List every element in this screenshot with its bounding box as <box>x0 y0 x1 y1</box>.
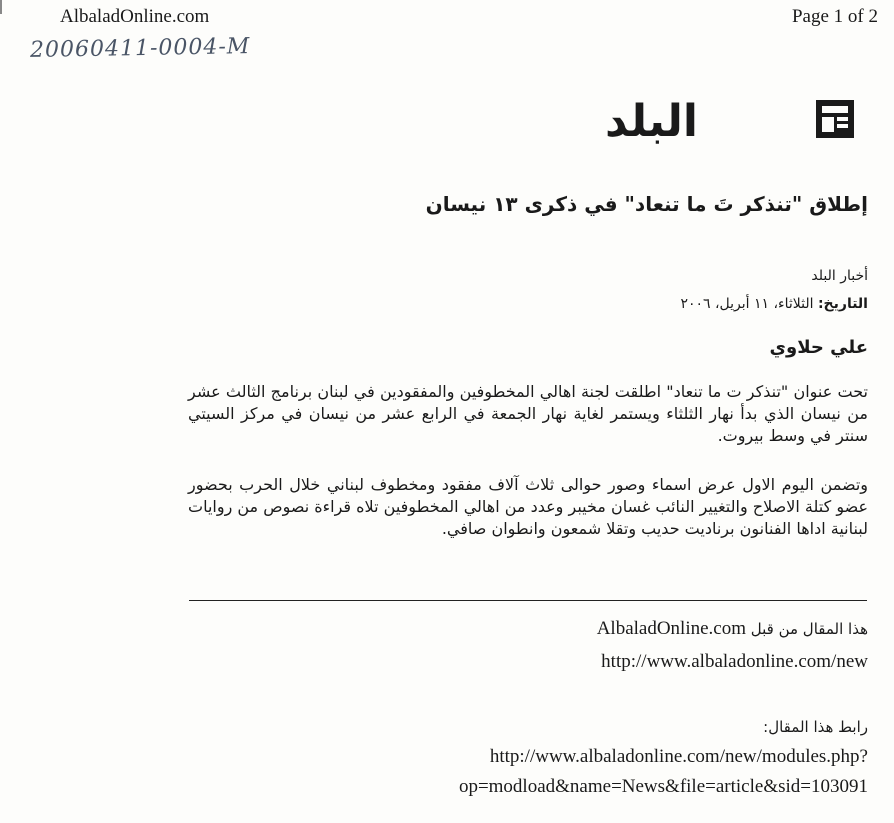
site-url: http://www.albaladonline.com/new <box>601 651 868 672</box>
article-author: علي حلاوي <box>769 337 868 358</box>
divider <box>189 600 867 601</box>
article-headline: إطلاق "تنذكر تَ ما تنعاد" في ذكرى ١٣ نيسان <box>425 192 868 216</box>
site-name: AlbaladOnline.com <box>60 6 210 27</box>
logo-text: البلد <box>605 96 698 147</box>
newspaper-logo <box>605 94 858 147</box>
page-number: Page 1 of 2 <box>791 6 878 27</box>
newspaper-logo-icon <box>816 100 854 138</box>
handwritten-reference: 20060411-0004-M <box>29 34 251 63</box>
article-url-line-1: http://www.albaladonline.com/new/modules.php? <box>489 746 868 767</box>
scan-edge-mark <box>0 0 8 14</box>
article-url-line-2: op=modload&name=News&file=article&sid=103091 <box>458 776 868 797</box>
credit-site: AlbaladOnline.com <box>596 618 747 639</box>
source-credit <box>597 618 868 640</box>
article-section: أخبار البلد <box>811 268 868 284</box>
article-paragraph-1: تحت عنوان "تنذكر ت ما تنعاد" اطلقت لجنة اهالي المخطوفين والمفقودين في لبنان برنامج الثالث عشر من نيسان الذي بدأ نهار الثلثاء ويستمر لغاية نهار الجمعة في الرابع عشر من نيسان في مركز السيتي سنتر في وسط بيروت. <box>188 382 868 445</box>
article-date <box>680 296 868 312</box>
article-link-label: رابط هذا المقال: <box>763 718 868 736</box>
article-paragraph-2: وتضمن اليوم الاول عرض اسماء وصور حوالى ثلاث آلاف مفقود ومخطوف لبناني خلال الحرب بحضور عضو كتلة الاصلاح والتغيير النائب غسان مخيبر وعدد من اهالي المخطوفين تلاه قراءة نصوص من روايات لبنانية اداها الفنانون برناديت حديب وتقلا شمعون وانطوان صافي. <box>188 475 868 538</box>
date-label: التاريخ: <box>817 296 868 312</box>
date-value: الثلاثاء، ١١ أبريل، ٢٠٠٦ <box>680 296 814 312</box>
credit-prefix: هذا المقال من قبل <box>750 620 868 638</box>
